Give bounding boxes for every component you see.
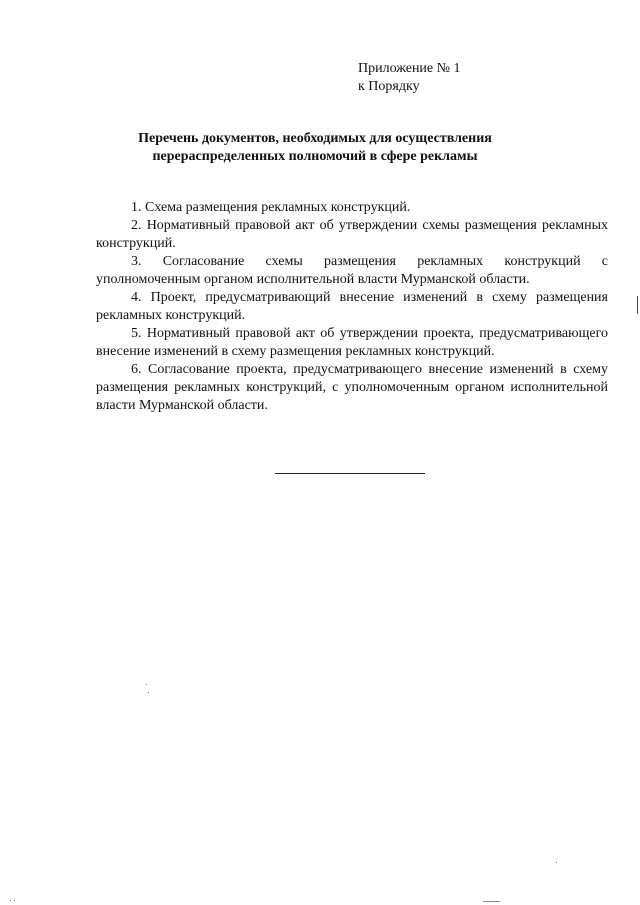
scan-speck [148, 692, 149, 693]
list-item-3: 3. Согласование схемы размещения рекламных конструкций с уполномоченным органом исполнительной власти Мурманской области. [96, 254, 608, 287]
list-item-2: 2. Нормативный правовой акт об утверждении схемы размещения рекламных конструкций. [96, 218, 608, 251]
scan-speck [10, 900, 11, 901]
list-item-5: 5. Нормативный правовой акт об утверждении проекта, предусматривающего внесение изменений в схему размещения рекламных конструкций. [96, 326, 608, 359]
scan-speck [556, 862, 557, 863]
document-list [96, 199, 608, 415]
end-separator-line [275, 473, 425, 474]
appendix-reference: к Порядку [358, 79, 420, 94]
title-line-1: Перечень документов, необходимых для осуществления [138, 131, 492, 146]
appendix-number: Приложение № 1 [358, 61, 461, 76]
scan-edge-mark [483, 901, 500, 902]
title-line-2: перераспределенных полномочий в сфере рекламы [152, 149, 478, 164]
list-item-4: 4. Проект, предусматривающий внесение изменений в схему размещения рекламных конструкций. [96, 290, 608, 323]
scan-margin-mark [637, 296, 638, 314]
document-title [90, 130, 540, 166]
list-item-1: 1. Схема размещения рекламных конструкций. [131, 200, 411, 215]
scan-speck [14, 900, 15, 901]
scan-speck [146, 684, 147, 685]
list-item-6: 6. Согласование проекта, предусматривающего внесение изменений в схему размещения рекламных конструкций, с уполномоченным органом исполнительной власти Мурманской области. [96, 362, 608, 413]
appendix-header [358, 60, 461, 96]
